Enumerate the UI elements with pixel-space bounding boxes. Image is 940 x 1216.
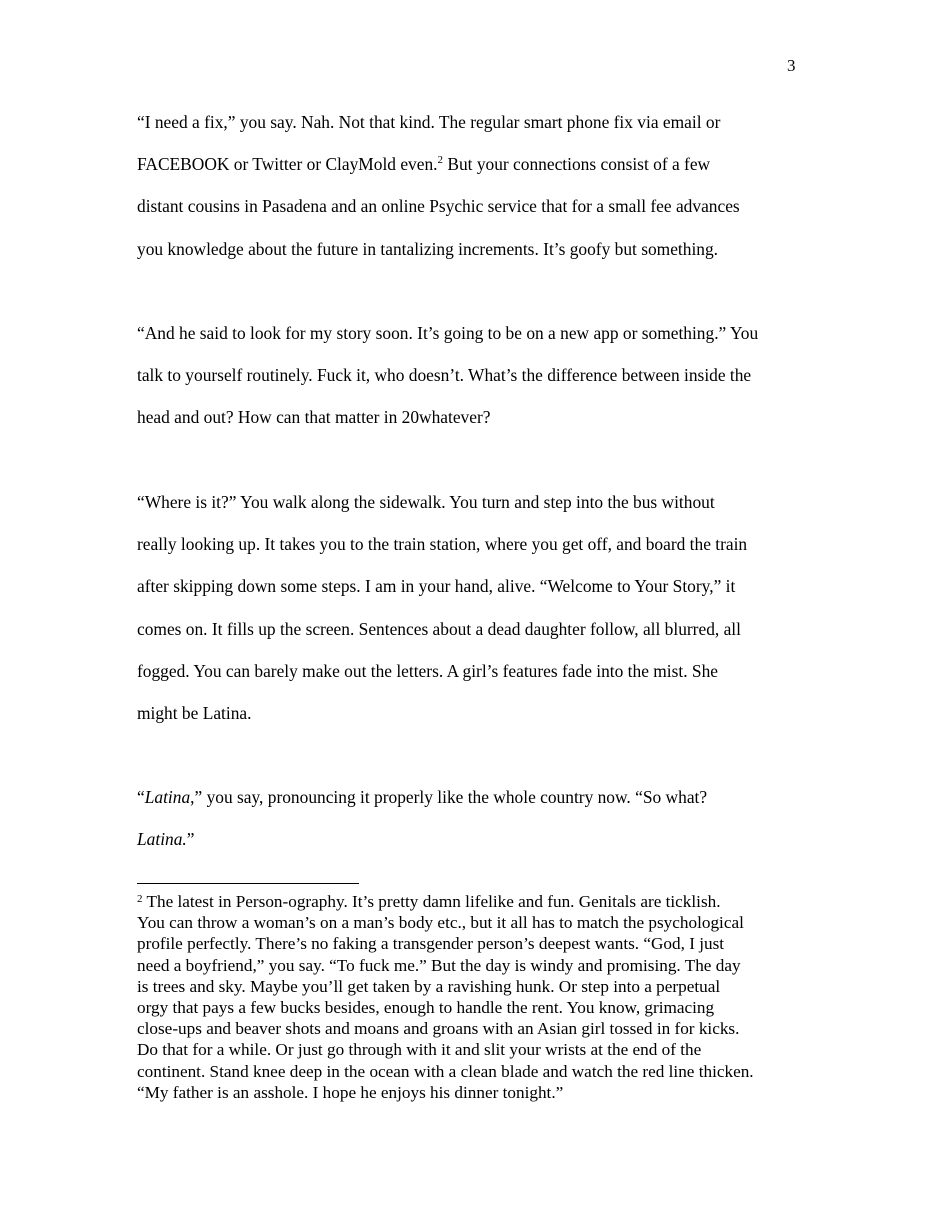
text-line <box>137 776 817 818</box>
text-line: really looking up. It takes you to the train station, where you get off, and board the train <box>137 534 748 555</box>
text-line: might be Latina. <box>137 702 252 723</box>
footnote-line: You can throw a woman’s on a man’s body etc., but it all has to match the psychological <box>137 913 744 933</box>
footnote-line: Do that for a while. Or just go through with it and slit your wrists at the end of the <box>137 1040 702 1060</box>
text-line: distant cousins in Pasadena and an online Psychic service that for a small fee advances <box>137 196 740 217</box>
text-line: after skipping down some steps. I am in your hand, alive. “Welcome to Your Story,” it <box>137 576 736 597</box>
text-line: comes on. It fills up the screen. Sentences about a dead daughter follow, all blurred, all <box>137 618 741 639</box>
footnote-line: is trees and sky. Maybe you’ll get taken by a ravishing hunk. Or step into a perpetual <box>137 976 721 996</box>
footnote-line: “My father is an asshole. I hope he enjoys his dinner tonight.” <box>137 1082 564 1102</box>
footnote-line <box>137 891 837 912</box>
text-segment: The latest in Person-ography. It’s pretty damn lifelike and fun. Genitals are ticklish. <box>142 892 721 911</box>
text-line: fogged. You can barely make out the letters. A girl’s features fade into the mist. She <box>137 660 719 681</box>
text-line: talk to yourself routinely. Fuck it, who doesn’t. What’s the difference between inside the <box>137 365 752 386</box>
text-segment: But your connections consist of a few <box>443 154 711 175</box>
text-line: “And he said to look for my story soon. It’s going to be on a new app or something.” You <box>137 323 759 343</box>
text-line: you knowledge about the future in tantalizing increments. It’s goofy but something. <box>137 238 719 259</box>
footnote-separator <box>137 883 359 884</box>
text-line: head and out? How can that matter in 20whatever? <box>137 407 491 428</box>
footnote-line: profile perfectly. There’s no faking a transgender person’s deepest wants. “God, I just <box>137 934 725 954</box>
footnote-2 <box>137 891 837 1103</box>
footnote-reference[interactable]: 2 <box>437 154 444 167</box>
text-segment: FACEBOOK or Twitter or ClayMold even. <box>137 154 438 175</box>
footnote-marker: 2 <box>137 893 143 905</box>
text-segment: “ <box>137 787 145 807</box>
paragraph-1 <box>137 101 817 270</box>
text-segment: ” <box>186 829 195 850</box>
footnote-line: need a boyfriend,” you say. “To fuck me.” But the day is windy and promising. The day <box>137 955 741 975</box>
text-segment: ,” you say, pronouncing it properly like the whole country now. “So what? <box>190 787 708 807</box>
text-line <box>137 818 817 860</box>
text-line <box>137 143 817 185</box>
paragraph-3 <box>137 481 817 734</box>
footnote-line: close-ups and beaver shots and moans and groans with an Asian girl tossed in for kicks. <box>137 1019 740 1039</box>
footnote-line: orgy that pays a few bucks besides, enough to handle the rent. You know, grimacing <box>137 997 715 1017</box>
paragraph-4 <box>137 776 817 860</box>
italic-word: Latina <box>144 787 191 807</box>
paragraph-2 <box>137 312 817 439</box>
page-number: 3 <box>787 56 796 75</box>
text-line: “I need a fix,” you say. Nah. Not that kind. The regular smart phone fix via email or <box>137 112 721 132</box>
text-line: “Where is it?” You walk along the sidewalk. You turn and step into the bus without <box>137 492 715 512</box>
footnote-line: continent. Stand knee deep in the ocean with a clean blade and watch the red line thicken. <box>137 1061 754 1081</box>
italic-word: Latina. <box>137 829 187 850</box>
